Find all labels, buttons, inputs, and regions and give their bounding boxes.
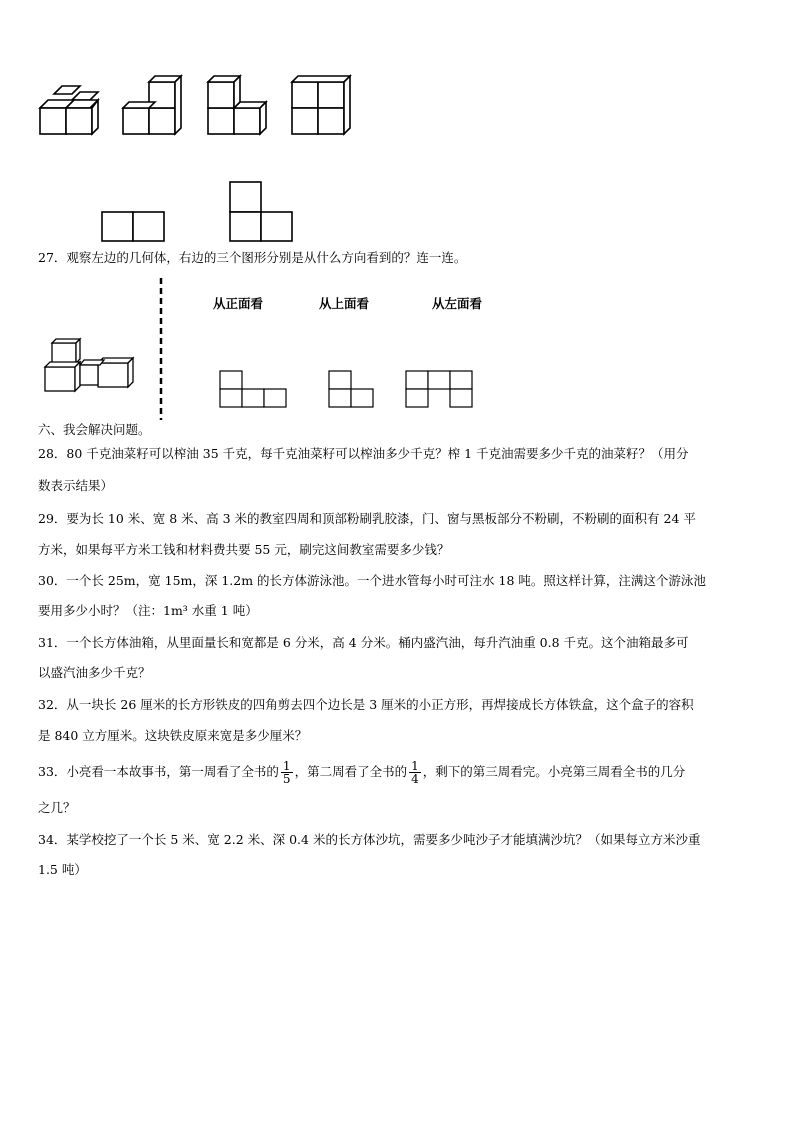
dashed-divider [158,278,164,420]
cube-solids-row [30,70,360,140]
solid-1 [40,86,98,134]
q33-part1: 33．小亮看一本故事书，第一周看了全书的 [38,764,279,779]
view-shapes-row [95,175,305,245]
q33-line2: 之几？ [38,800,76,815]
q33-part3: ，剩下的第三周看完。小亮第三周看全书的几分 [422,764,686,779]
view-label-front: 从正面看 [213,296,264,311]
q33-frac2-num: 1 [411,759,419,773]
view-label-top: 从上面看 [319,296,370,311]
view-l-shape [230,182,292,241]
q33-frac1-den: 5 [282,772,291,786]
q27-view-b [329,371,373,407]
section6-title: 六、我会解决问题。 [38,422,151,437]
solid-2 [123,76,181,134]
q32-line1: 32．从一块长 26 厘米的长方形铁皮的四角剪去四个边长是 3 厘米的小正方形，再焊接成长方体铁盒，这个盒子的容积 [38,697,694,712]
q30-line1: 30．一个长 25m，宽 15m，深 1.2m 的长方体游泳池。一个进水管每小时可注水 18 吨。照这样计算，注满这个游泳池 [38,573,706,588]
q34-line2: 1.5 吨） [38,862,87,877]
view-label-left: 从左面看 [432,296,483,311]
q31-line2: 以盛汽油多少千克？ [38,665,151,680]
q28-line2: 数表示结果） [38,478,114,493]
q27-text: 27．观察左边的几何体，右边的三个图形分别是从什么方向看到的？连一连。 [38,250,467,265]
q33-fraction-2 [409,760,421,785]
solid-4 [292,76,350,134]
q30-line2: 要用多少小时？（注：1m³ 水重 1 吨） [38,603,258,618]
q33-frac2-den: 4 [411,772,419,786]
solid-3 [208,76,266,134]
q33-fraction-1 [281,760,293,785]
q27-view-shapes [215,368,477,410]
q29-line2: 方米，如果每平方米工钱和材料费共要 55 元，刷完这间教室需要多少钱？ [38,542,450,557]
view-two-squares [102,212,164,241]
q29-line1: 29．要为长 10 米、宽 8 米、高 3 米的教室四周和顶部粉刷乳胶漆，门、窗与黑板部分不粉刷，不粉刷的面积有 24 平 [38,511,696,526]
q33-frac1-num: 1 [282,759,291,773]
q27-solid [38,333,143,395]
q34-line1: 34．某学校挖了一个长 5 米、宽 2.2 米、深 0.4 米的长方体沙坑，需要多少吨沙子才能填满沙坑？（如果每立方米沙重 [38,832,701,847]
q28-line1: 28．80 千克油菜籽可以榨油 35 千克，每千克油菜籽可以榨油多少千克？榨 1 千克油需要多少千克的油菜籽？（用分 [38,446,689,461]
q33-part2: ，第二周看了全书的 [294,764,408,779]
q27-view-a [220,371,286,407]
q32-line2: 是 840 立方厘米。这块铁皮原来宽是多少厘米？ [38,728,308,743]
q31-line1: 31．一个长方体油箱，从里面量长和宽都是 6 分米，高 4 分米。桶内盛汽油，每升汽油重 0.8 千克。这个油箱最多可 [38,635,689,650]
q33-line1 [38,760,685,785]
q27-view-c [406,371,472,407]
